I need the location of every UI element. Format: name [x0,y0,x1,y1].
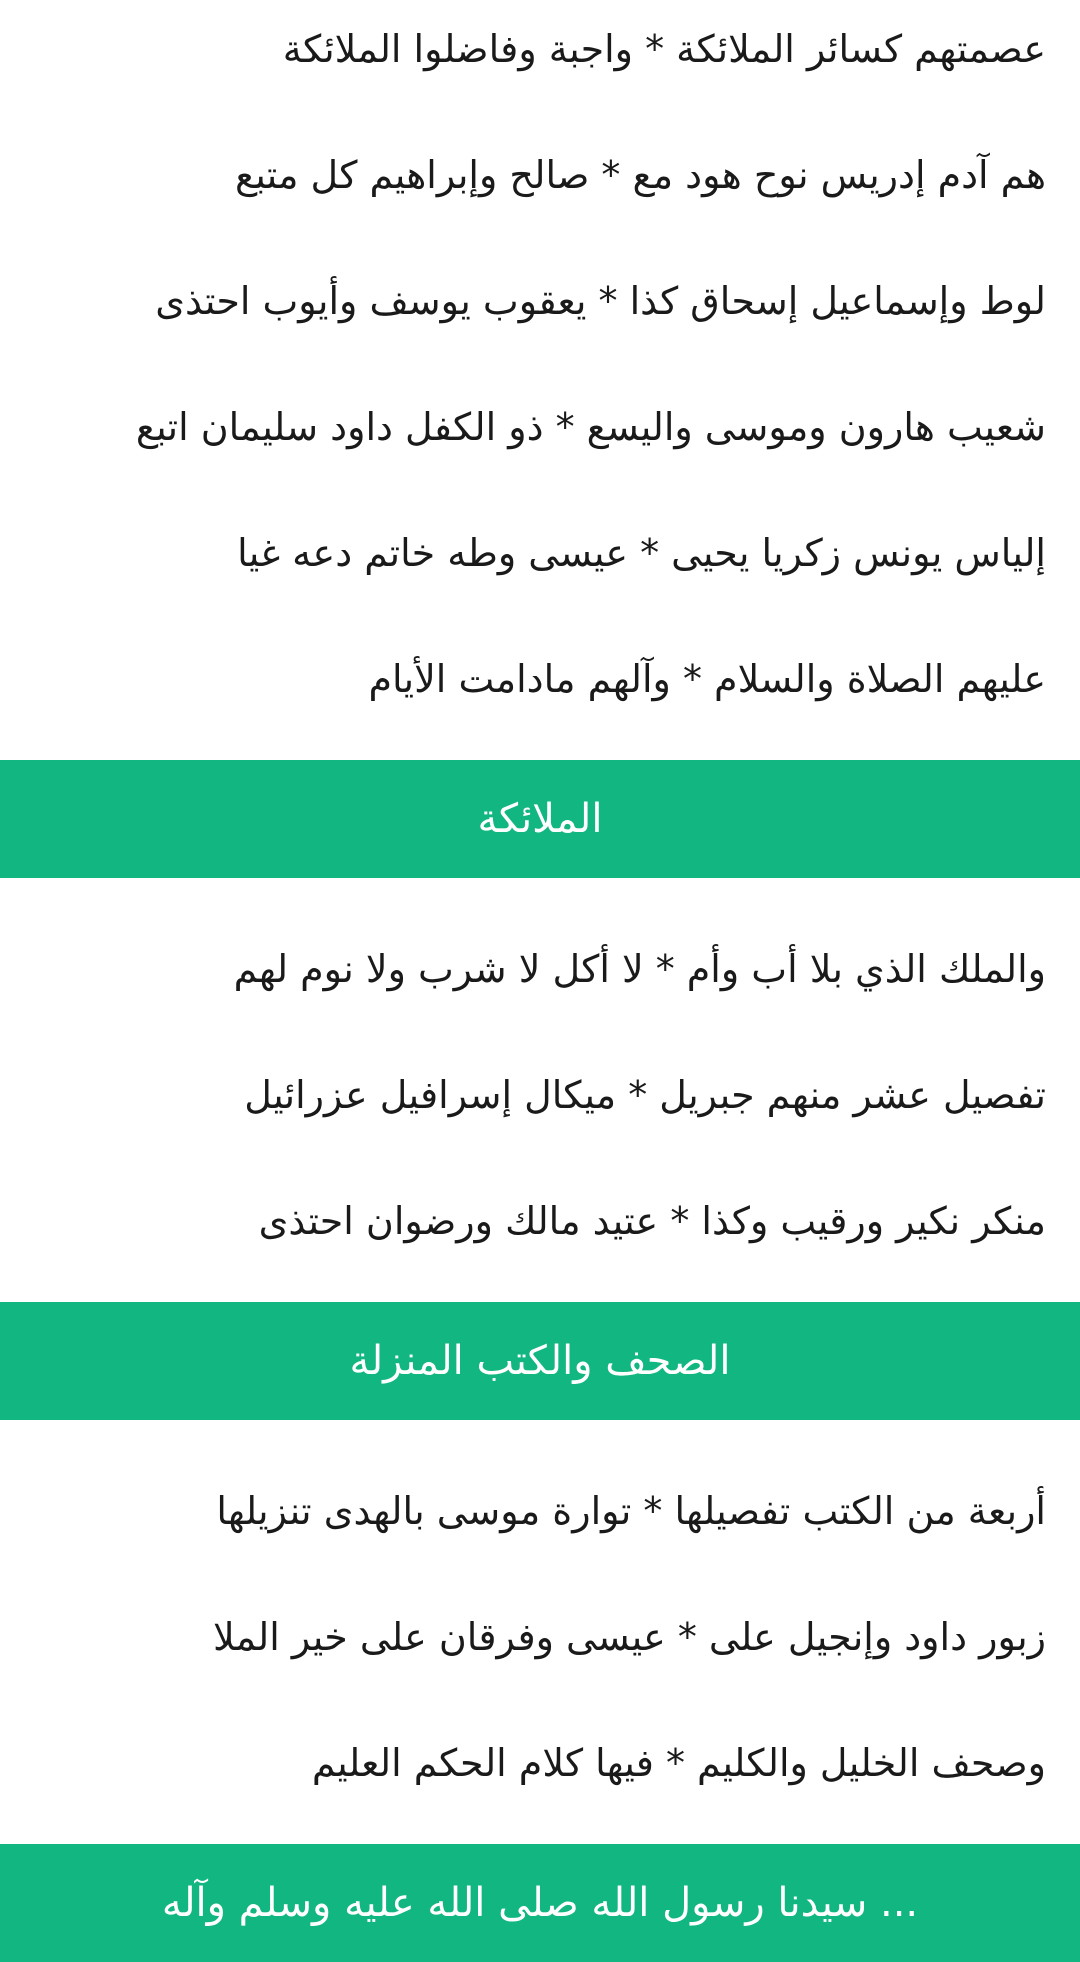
section-header-scriptures: الصحف والكتب المنزلة [0,1302,1080,1420]
verse-line: هم آدم إدريس نوح هود مع * صالح وإبراهيم كل متبع [234,153,1046,197]
verse-line: أربعة من الكتب تفصيلها * توارة موسى بالهدى تنزيلها [216,1489,1046,1533]
verse-line: شعيب هارون وموسى واليسع * ذو الكفل داود سليمان اتبع [135,405,1046,449]
verse-line: زبور داود وإنجيل على * عيسى وفرقان على خير الملا [212,1615,1046,1659]
verse-line: تفصيل عشر منهم جبريل * ميكال إسرافيل عزرائيل [244,1073,1046,1117]
section-header-angels: الملائكة [0,760,1080,878]
section-scriptures [0,1302,1080,1826]
verse-line: إلياس يونس زكريا يحيى * عيسى وطه خاتم دعه غيا [237,531,1046,575]
section-prophet [0,1844,1080,1962]
section-prophets-continued [0,0,1080,742]
verse-line: لوط وإسماعيل إسحاق كذا * يعقوب يوسف وأيوب احتذى [155,279,1046,323]
verse-line: عليهم الصلاة والسلام * وآلهم مادامت الأيام [368,657,1046,701]
section-angels [0,760,1080,1284]
verse-line: والملك الذي بلا أب وأم * لا أكل لا شرب ولا نوم لهم [233,947,1046,991]
verse-line: عصمتهم كسائر الملائكة * واجبة وفاضلوا الملائكة [282,27,1046,71]
verse-line: منكر نكير ورقيب وكذا * عتيد مالك ورضوان احتذى [258,1199,1046,1243]
section-header-prophet: ... سيدنا رسول الله صلى الله عليه وسلم وآله [0,1844,1080,1962]
verse-line: وصحف الخليل والكليم * فيها كلام الحكم العليم [311,1741,1046,1785]
